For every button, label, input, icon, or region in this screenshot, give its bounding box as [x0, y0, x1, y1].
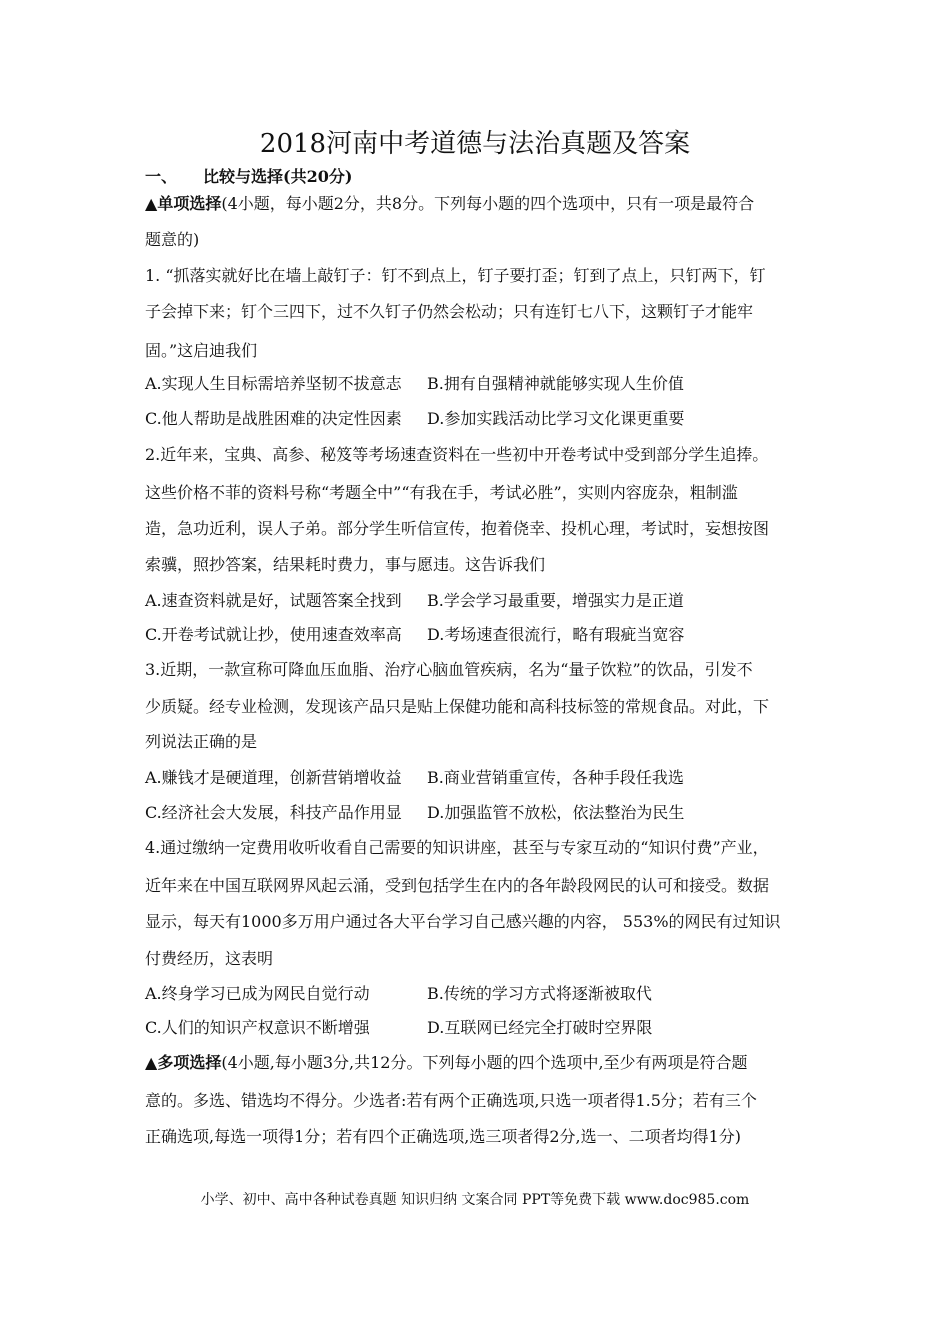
question-4-options-row-2 [145, 1017, 653, 1039]
triangle-marker-icon: ▲ [145, 1053, 158, 1072]
question-3-line-2: 少质疑。经专业检测，发现该产品只是贴上保健功能和高科技标签的常规食品。对此，下 [145, 697, 770, 716]
triangle-marker-icon: ▲ [145, 194, 158, 213]
question-1-line-1: 1. “抓落实就好比在墙上敲钉子：钉不到点上，钉子要打歪；钉到了点上，只钉两下，钉 [145, 266, 766, 285]
option-d: D.参加实践活动比学习文化课更重要 [427, 409, 685, 428]
page-footer: 小学、初中、高中各种试卷真题 知识归纳 文案合同 PPT等免费下载 www.doc985.com [200, 1192, 750, 1208]
question-4-line-3: 显示，每天有1000多万用户通过各大平台学习自己感兴趣的内容， 553%的网民有过知识 [145, 912, 781, 931]
option-b: B.学会学习最重要，增强实力是正道 [427, 591, 684, 610]
option-d: D.加强监管不放松，依法整治为民生 [427, 803, 685, 822]
option-c: C.开卷考试就让抄，使用速查效率高 [145, 625, 402, 644]
question-1-options-row-1 [145, 373, 684, 395]
single-choice-instructions-cont: 题意的) [145, 230, 200, 249]
question-4-line-2: 近年来在中国互联网界风起云涌，受到包括学生在内的各年龄段网民的认可和接受。数据 [145, 876, 770, 895]
question-2-options-row-1 [145, 590, 684, 612]
section-label: 比较与选择(共20分) [203, 167, 353, 186]
page-title: 2018河南中考道德与法治真题及答案 [259, 129, 691, 159]
section-heading [145, 166, 352, 188]
single-choice-instructions: (4小题，每小题2分，共8分。下列每小题的四个选项中，只有一项是最符合 [221, 194, 755, 213]
question-2-line-4: 索骥，照抄答案，结果耗时费力，事与愿违。这告诉我们 [145, 555, 546, 574]
single-choice-intro [145, 193, 754, 215]
multi-choice-instructions-cont-1: 意的。多选、错选均不得分。少选者:若有两个正确选项,只选一项者得1.5分；若有三个 [145, 1091, 757, 1110]
option-d: D.考场速查很流行，略有瑕疵当宽容 [427, 625, 685, 644]
question-2-options-row-2 [145, 624, 685, 646]
option-c: C.他人帮助是战胜困难的决定性因素 [145, 409, 402, 428]
question-2-line-3: 造，急功近利，误人子弟。部分学生听信宣传，抱着侥幸、投机心理，考试时，妄想按图 [145, 519, 770, 538]
question-3-options-row-2 [145, 802, 685, 824]
question-1-options-row-2 [145, 408, 685, 430]
option-b: B.拥有自强精神就能够实现人生价值 [427, 374, 684, 393]
single-choice-label: 单项选择 [157, 194, 222, 213]
question-1-line-3: 固。”这启迪我们 [145, 341, 258, 360]
question-2-line-1: 2.近年来，宝典、高参、秘笈等考场速查资料在一些初中开卷考试中受到部分学生追捧。 [145, 445, 769, 464]
multi-choice-instructions-cont-2: 正确选项,每选一项得1分；若有四个正确选项,选三项者得2分,选一、二项者均得1分) [145, 1127, 742, 1146]
question-3-options-row-1 [145, 767, 684, 789]
option-b: B.商业营销重宣传，各种手段任我选 [427, 768, 684, 787]
option-c: C.经济社会大发展，科技产品作用显 [145, 803, 402, 822]
multi-choice-intro [145, 1052, 748, 1074]
option-c: C.人们的知识产权意识不断增强 [145, 1018, 370, 1037]
option-a: A.实现人生目标需培养坚韧不拔意志 [145, 374, 402, 393]
option-a: A.终身学习已成为网民自觉行动 [145, 984, 370, 1003]
question-2-line-2: 这些价格不菲的资料号称“考题全中”“有我在手，考试必胜”，实则内容庞杂，粗制滥 [145, 483, 738, 502]
question-4-line-1: 4.通过缴纳一定费用收听收看自己需要的知识讲座，甚至与专家互动的“知识付费”产业， [145, 838, 769, 857]
option-d: D.互联网已经完全打破时空界限 [427, 1018, 653, 1037]
option-a: A.赚钱才是硬道理，创新营销增收益 [145, 768, 402, 787]
question-3-line-1: 3.近期，一款宣称可降血压血脂、治疗心脑血管疾病，名为“量子饮粒”的饮品，引发不 [145, 660, 753, 679]
section-number: 一、 [145, 167, 178, 186]
option-a: A.速查资料就是好，试题答案全找到 [145, 591, 402, 610]
option-b: B.传统的学习方式将逐渐被取代 [427, 984, 652, 1003]
question-3-line-3: 列说法正确的是 [145, 732, 258, 751]
multi-choice-instructions: (4小题,每小题3分,共12分。下列每小题的四个选项中,至少有两项是符合题 [221, 1053, 748, 1072]
question-4-options-row-1 [145, 983, 652, 1005]
question-1-line-2: 子会掉下来；钉个三四下，过不久钉子仍然会松动；只有连钉七八下，这颗钉子才能牢 [145, 302, 754, 321]
multi-choice-label: 多项选择 [157, 1053, 222, 1072]
question-4-line-4: 付费经历，这表明 [145, 949, 274, 968]
